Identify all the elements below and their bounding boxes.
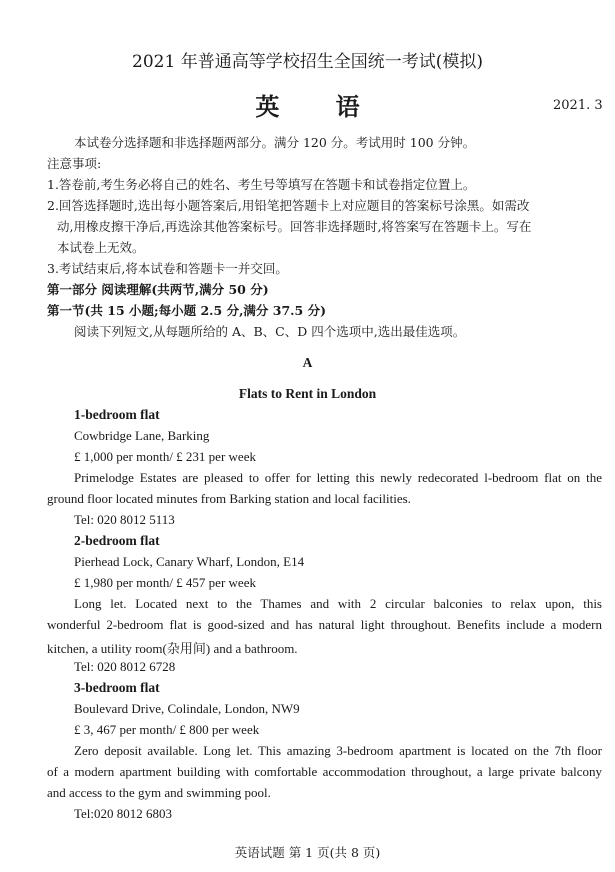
note-2-line-1: 2.回答选择题时,选出每小题答案后,用铅笔把答题卡上对应题目的答案标号涂黑。如需改: [47, 198, 530, 213]
flat3-address: Boulevard Drive, Colindale, London, NW9: [74, 701, 300, 716]
note-2-line-3: 本试卷上无效。: [57, 240, 145, 255]
flat3-description-line-3: and access to the gym and swimming pool.: [47, 785, 271, 800]
section-1-heading: 第一节(共 15 小题;每小题 2.5 分,满分 37.5 分): [47, 303, 326, 318]
flat2-price: £ 1,980 per month/ £ 457 per week: [74, 575, 256, 590]
page-footer: 英语试题 第 1 页(共 8 页): [234, 845, 381, 860]
passage-label: A: [302, 355, 313, 370]
flat3-price: £ 3, 467 per month/ £ 800 per week: [74, 722, 260, 737]
flat3-description-line-2: of a modern apartment building with comfortable accommodation throughout, a large private balcony: [47, 764, 602, 779]
flat1-address: Cowbridge Lane, Barking: [74, 428, 210, 443]
flat1-description-line-2: ground floor located minutes from Barking station and local facilities.: [47, 491, 411, 506]
flat2-description-line-2: wonderful 2-bedroom flat is good-sized and has natural light throughout. Benefits include a modern: [47, 617, 602, 632]
flat1-heading: 1-bedroom flat: [74, 407, 160, 422]
note-3: 3.考试结束后,将本试卷和答题卡一并交回。: [47, 261, 288, 276]
note-1: 1.答卷前,考生务必将自己的姓名、考生号等填写在答题卡和试卷指定位置上。: [47, 177, 476, 192]
flat2-description-line-1: Long let. Located next to the Thames and with 2 circular balconies to relax upon, this: [74, 596, 602, 611]
notes-heading: 注意事项:: [47, 156, 102, 171]
flat2-address: Pierhead Lock, Canary Wharf, London, E14: [74, 554, 305, 569]
flat2-description-line-3: kitchen, a utility room(杂用间) and a bathroom.: [47, 641, 298, 656]
flat1-description-line-1: Primelodge Estates are pleased to offer for letting this newly redecorated l-bedroom flat on the: [74, 470, 602, 485]
flat3-tel: Tel:020 8012 6803: [74, 806, 173, 821]
subject-title: 英 语: [255, 92, 384, 121]
flat2-tel: Tel: 020 8012 6728: [74, 659, 176, 674]
flat3-heading: 3-bedroom flat: [74, 680, 160, 695]
flat1-price: £ 1,000 per month/ £ 231 per week: [74, 449, 256, 464]
passage-title: Flats to Rent in London: [238, 386, 377, 401]
flat1-tel: Tel: 020 8012 5113: [74, 512, 175, 527]
flat3-description-line-1: Zero deposit available. Long let. This amazing 3-bedroom apartment is located on the 7th floor: [74, 743, 602, 758]
flat2-heading: 2-bedroom flat: [74, 533, 160, 548]
exam-title: 2021 年普通高等学校招生全国统一考试(模拟): [132, 52, 483, 72]
reading-instruction: 阅读下列短文,从每题所给的 A、B、C、D 四个选项中,选出最佳选项。: [74, 324, 466, 339]
exam-date: 2021. 3: [553, 98, 603, 113]
part-1-heading: 第一部分 阅读理解(共两节,满分 50 分): [47, 282, 269, 297]
note-2-line-2: 动,用橡皮擦干净后,再选涂其他答案标号。回答非选择题时,将答案写在答题卡上。写在: [57, 219, 532, 234]
intro-text: 本试卷分选择题和非选择题两部分。满分 120 分。考试用时 100 分钟。: [74, 135, 476, 150]
